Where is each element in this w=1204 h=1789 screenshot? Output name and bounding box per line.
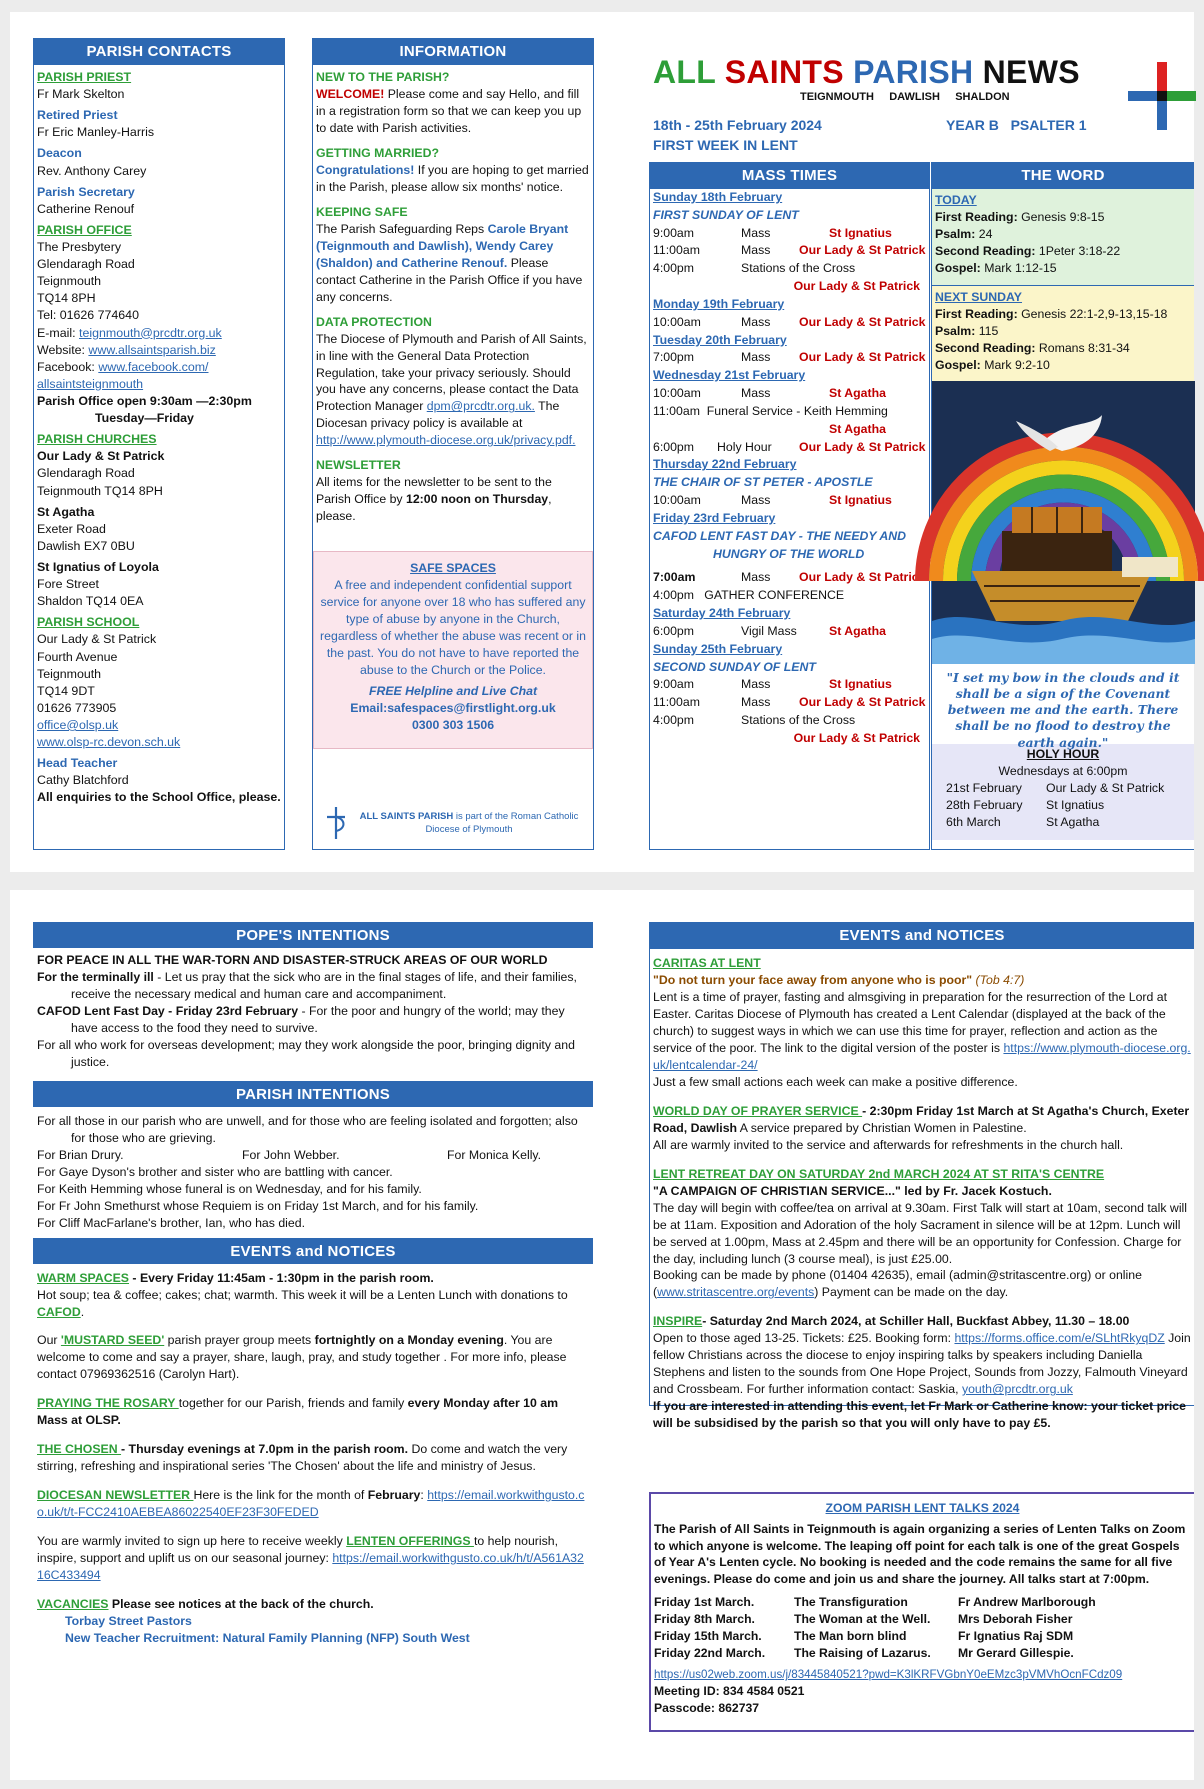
holy-hour-date: 21st February (946, 780, 1022, 795)
word-today-box: TODAY First Reading: Genesis 9:8-15 Psalm: 24 Second Reading: 1Peter 3:18-22 Gospel: Mark 1:12-15 (932, 189, 1194, 285)
safe-spaces-email[interactable]: Email:safespaces@firstlight.org.uk (350, 700, 556, 715)
mass-row: 4:00pm Stations of the Cross (653, 261, 856, 276)
facebook-label: Facebook: (37, 359, 99, 374)
holy-hour-title: HOLY HOUR (1026, 747, 1100, 761)
secretary-name: Catherine Renouf (37, 201, 135, 216)
mass-feast: HUNGRY OF THE WORLD (713, 546, 865, 561)
pope-intention: - For the poor and hungry of the world; may they have access to the food they need to survive. (71, 1003, 565, 1035)
church-line: Exeter Road (37, 521, 106, 536)
information-panel (312, 38, 594, 850)
the-chosen-text: Do come and watch the very stirring, refreshing and inspirational series 'The Chosen' about the life and ministry of Jesus. (37, 1442, 568, 1474)
title-parish: PARISH (853, 54, 974, 90)
email-label: E-mail: (37, 325, 79, 340)
parish-intention: For all those in our parish who are unwell, and for those who are feeling isolated and forgotten; also for those who are grieving. (37, 1113, 578, 1145)
masthead-dates: 18th - 25th February 2024 (653, 117, 822, 133)
mass-feast: SECOND SUNDAY OF LENT (653, 659, 816, 674)
next-second-reading: Romans 8:31-34 (1035, 340, 1130, 355)
school-line: TQ14 9DT (37, 683, 95, 698)
holy-hour-box (932, 744, 1194, 840)
mass-row: 10:00am Mass St Ignatius (653, 493, 892, 508)
website-link[interactable]: www.allsaintsparish.biz (88, 342, 216, 357)
mass-day: Sunday 25th February (653, 641, 783, 656)
the-word-header: THE WORD (932, 163, 1194, 189)
parish-contacts-header: PARISH CONTACTS (34, 39, 284, 65)
masthead-week: FIRST WEEK IN LENT (653, 137, 798, 153)
holy-hour-subtitle: Wednesdays at 6:00pm (998, 763, 1128, 778)
mass-feast: THE CHAIR OF ST PETER - APOSTLE (653, 475, 873, 490)
lent-retreat-text: The day will begin with coffee/tea on arrival at 9.30am. First Talk will start at 10am, second talk will be at 11am. Exposition and Adoration of the holy Sacrament in silence will be at 12pm. Lunch will be served at 1.00pm, Mass at 2.45pm and there will be an opportunity for Confession. Charge for the day, including lunch (3 course meal), is just £25.00. (653, 1200, 1188, 1266)
parish-intention: For Fr John Smethurst whose Requiem is on Friday 1st March, and for his family. (37, 1198, 479, 1213)
mass-day: Tuesday 20th February (653, 332, 787, 347)
church-name: St Agatha (37, 504, 95, 519)
events-left-header: EVENTS and NOTICES (33, 1238, 593, 1264)
popes-intentions-body: FOR PEACE IN ALL THE WAR-TORN AND DISASTER-STRUCK AREAS OF OUR WORLD For the terminally ill - Let us pray that the sick who are in the final stages of life, and their families, receive the necessary medical and human care and accompaniment. CAFOD Lent Fast Day - Friday 23rd February - For the poor and hungry of the world; may they have access to the food they need to survive. For all who work for overseas development; may they work alongside the poor, bringing dignity and justice. (33, 948, 593, 1075)
data-title: DATA PROTECTION (316, 314, 432, 329)
scripture-quote: "I set my bow in the clouds and it shall be a sign of the Covenant between me and the earth. There shall be no flood to destroy the earth again." (946, 670, 1180, 750)
pope-intention: - Let us pray that the sick who are in the final stages of life, and their families, receive the necessary medical and human care and accompaniment. (71, 969, 577, 1001)
zoom-speaker: Fr Ignatius Raj SDM (958, 1628, 1074, 1643)
lent-calendar-link[interactable]: https://www.plymouth-diocese.org.uk/lentcalendar-24/ (653, 1040, 1191, 1072)
inspire-subsidy: If you are interested in attending this event, let Fr Mark or Catherine know: your ticket price will be subsidised by the parish so that you will only have to pay £5. (653, 1399, 1186, 1431)
mass-day: Wednesday 21st February (653, 368, 806, 383)
mass-day: Friday 23rd February (653, 510, 776, 525)
deacon-name: Rev. Anthony Carey (37, 163, 147, 178)
zoom-speaker: Mr Gerard Gillespie. (958, 1645, 1074, 1660)
word-next-label: NEXT SUNDAY (935, 290, 1023, 304)
st-ritas-link[interactable]: www.stritascentre.org/events (657, 1285, 815, 1300)
married-title: GETTING MARRIED? (316, 145, 439, 160)
word-today-label: TODAY (935, 193, 977, 207)
warm-spaces-title: WARM SPACES (37, 1270, 130, 1285)
office-line: TQ14 8PH (37, 291, 96, 306)
mustard-seed-title: 'MUSTARD SEED' (60, 1333, 165, 1348)
holy-hour-church: St Ignatius (1046, 797, 1105, 812)
footer-text: is part of the Roman Catholic Diocese of Plymouth (425, 810, 579, 835)
diocese-logo-icon (319, 803, 353, 843)
school-line: Our Lady & St Patrick (37, 632, 157, 647)
next-psalm: 115 (975, 323, 999, 338)
mass-row: 11:00am Mass Our Lady & St Patrick (653, 695, 926, 710)
mass-row: 6:00pm Vigil Mass St Agatha (653, 623, 886, 638)
mass-row: 9:00am Mass St Ignatius (653, 677, 892, 692)
office-line: Teignmouth (37, 274, 102, 289)
events-right-panel (649, 922, 1194, 1431)
masthead-towns: TEIGNMOUTH DAWLISH SHALDON (800, 91, 1010, 103)
next-gospel: Mark 9:2-10 (980, 357, 1050, 372)
lent-retreat-title: LENT RETREAT DAY ON SATURDAY 2nd MARCH 2024 AT ST RITA'S CENTRE (653, 1166, 1105, 1181)
retired-label: Retired Priest (37, 108, 118, 123)
world-day-prayer-text: All are warmly invited to the service and afterwards for refreshments in the church hall. (653, 1137, 1124, 1152)
safe-text: The Parish Safeguarding Reps (316, 221, 488, 236)
head-name: Cathy Blatchford (37, 773, 129, 788)
school-phone: 01626 773905 (37, 700, 117, 715)
mass-conference: 4:00pm GATHER CONFERENCE (653, 588, 845, 603)
school-email-link[interactable]: office@olsp.uk (37, 717, 119, 732)
mass-day: Thursday 22nd February (653, 457, 797, 472)
mass-row: 7:00pm Mass Our Lady & St Patrick (653, 350, 926, 365)
church-name: St Ignatius of Loyola (37, 559, 159, 574)
church-name: Our Lady & St Patrick (37, 449, 165, 464)
zoom-link[interactable]: https://us02web.zoom.us/j/83445840521?pwd=K3lKRFVGbnY0eEMzc3pVMVhOcnFCdz09 (654, 1668, 1123, 1682)
rosary-time: every Monday after 10 am Mass at OLSP. (37, 1396, 559, 1428)
mass-row: 10:00am Mass Our Lady & St Patrick (653, 314, 926, 329)
zoom-speaker: Fr Andrew Marlborough (958, 1595, 1096, 1610)
office-label: PARISH OFFICE (37, 222, 132, 237)
newsletter-page-2 (10, 890, 1194, 1780)
mass-feast: CAFOD LENT FAST DAY - THE NEEDY AND (653, 528, 907, 543)
zoom-date: Friday 15th March. (654, 1628, 762, 1643)
lenten-offerings-title: LENTEN OFFERINGS (346, 1534, 474, 1549)
events-right-body: CARITAS AT LENT "Do not turn your face away from anyone who is poor" (Tob 4:7) Lent is a time of prayer, fasting and almsgiving in preparation for the resurrection of the Lord at Easter. Caritas Diocese of Plymouth has created a Lent Calendar (displayed at the back of the church) to suggest ways in which we can use this time for prayer, reflection and action as the service of the poor. The link to the digital version of the poster is https://www.plymouth-diocese.org.uk/lentcalendar-24/ Just a few small actions each week can make a positive difference. WORLD DAY OF PRAYER SERVICE - 2:30pm Friday 1st March at St Agatha's Church, Exeter Road, Dawlish A service prepared by Christian Women in Palestine. All are warmly invited to the service and afterwards for refreshments in the church hall. LENT RETREAT DAY ON SATURDAY 2nd MARCH 2024 AT ST RITA'S CENTRE "A CAMPAIGN OF CHRISTIAN SERVICE..." led by Fr. Jacek Kostuch. The day will begin with coffee/tea on arrival at 9.30am. First Talk will start at 10am, second talk will be at 11am. Exposition and Adoration of the holy Sacrament in silence will be at 12pm. Lunch will be served at 1.00pm, Mass at 2.45pm and there will be an opportunity for Confession. Charge for the day, including lunch (3 course meal), is just £25.00. Booking can be made by phone (01404 42635), email (admin@stritascentre.org) or online (www.stritascentre.org/events) Payment can be made on the day. INSPIRE- Saturday 2nd March 2024, at Schiller Hall, Buckfast Abbey, 11.30 – 18.00 Open to those aged 13-25. Tickets: £25. Booking form: https://forms.office.com/e/SLhtRkyqDZ Join fellow Christians across the diocese to enjoy inspiring talks by speakers including Daniella Stephens and listen to the sounds from One Hope Project, Sounds from Jozzy, Falmouth Vineyard and Crossbeam. For further information contact: Saskia, youth@prcdtr.org.uk If you are interested in attending this event, let Fr Mark or Catherine know: your ticket price will be subsidised by the parish so that you will only have to pay £5. (653, 956, 1191, 1431)
diocese-footer (319, 803, 589, 843)
inspire-booking-link[interactable]: https://forms.office.com/e/SLhtRkyqDZ (954, 1331, 1165, 1346)
title-saints: SAINTS (724, 54, 844, 90)
school-line: Teignmouth (37, 666, 102, 681)
title-news: NEWS (982, 54, 1080, 90)
inspire-title: INSPIRE (653, 1314, 703, 1329)
zoom-passcode: Passcode: 862737 (654, 1701, 760, 1716)
dpm-email-link[interactable]: dpm@prcdtr.org.uk. (426, 399, 535, 414)
zoom-date: Friday 8th March. (654, 1611, 755, 1626)
vacancy-item: New Teacher Recruitment: Natural Family Planning (NFP) South West (65, 1631, 470, 1646)
newsletter-deadline: 12:00 noon on Thursday (406, 492, 549, 507)
caritas-text-2: Just a few small actions each week can make a positive difference. (653, 1074, 1018, 1089)
zoom-topic: The Woman at the Well. (794, 1611, 931, 1626)
parish-intention: For John Webber. (242, 1147, 340, 1162)
mass-row: 7:00am Mass Our Lady & St Patrick (653, 570, 926, 585)
world-day-prayer-title: WORLD DAY OF PRAYER SERVICE (653, 1103, 863, 1118)
diocesan-newsletter-link[interactable]: https://email.workwithgusto.co.uk/t/t-FCC2410AEBEA86022540EF23F30FEDED (37, 1488, 585, 1520)
holy-hour-church: St Agatha (1046, 814, 1100, 829)
parish-intentions-body (33, 1107, 593, 1238)
mass-row: 11:00am Mass Our Lady & St Patrick (653, 243, 926, 258)
holy-hour-date: 6th March (946, 814, 1001, 829)
mustard-seed-text: . You are welcome to come and say a prayer, share, laugh, pray, and study together . For more info, please contact 07969362516 (Carolyn Hart). (37, 1333, 567, 1382)
word-next-box: NEXT SUNDAY First Reading: Genesis 22:1-2,9-13,15-18 Psalm: 115 Second Reading: Romans 8:31-34 Gospel: Mark 9:2-10 (932, 285, 1194, 381)
zoom-title: ZOOM PARISH LENT TALKS 2024 (825, 1501, 1020, 1515)
safe-spaces-helpline: FREE Helpline and Live Chat (368, 683, 538, 698)
zoom-date: Friday 1st March. (654, 1595, 755, 1610)
vacancy-item: Torbay Street Pastors (65, 1614, 192, 1629)
zoom-meeting-id: Meeting ID: 834 4584 0521 (654, 1684, 805, 1699)
priest-name: Fr Mark Skelton (37, 87, 125, 102)
left-column (33, 922, 593, 1718)
today-second-reading: 1Peter 3:18-22 (1035, 243, 1121, 258)
church-line: Dawlish EX7 0BU (37, 538, 135, 553)
office-open: Parish Office open 9:30am —2:30pm (37, 393, 252, 408)
footer-strong: ALL SAINTS PARISH (359, 810, 454, 822)
parish-intention: For Keith Hemming whose funeral is on Wednesday, and for his family. (37, 1181, 422, 1196)
church-line: Shaldon TQ14 0EA (37, 594, 144, 609)
priest-label: PARISH PRIEST (37, 70, 132, 84)
safe-spaces-text: A free and independent confidential support service for anyone over 18 who has suffered any type of abuse by anyone in the Church, regardless of whether the abuse was recent or in the past. You do not have to have reported the abuse to the Church or the Police. (320, 577, 586, 677)
youth-email-link[interactable]: youth@prcdtr.org.uk (961, 1382, 1073, 1397)
the-word-panel (931, 162, 1194, 850)
church-line: Fore Street (37, 577, 99, 592)
retired-name: Fr Eric Manley-Harris (37, 125, 155, 140)
pope-intention: FOR PEACE IN ALL THE WAR-TORN AND DISASTER-STRUCK AREAS OF OUR WORLD (37, 953, 548, 967)
married-congrats: Congratulations! (316, 162, 415, 177)
zoom-date: Friday 22nd March. (654, 1645, 766, 1660)
married-text: If you are hoping to get married in the Parish, please allow six months' notice. (316, 162, 589, 194)
parish-intention: For Brian Drury. (37, 1147, 124, 1162)
mass-row: 6:00pm Holy Hour Our Lady & St Patrick (653, 439, 926, 454)
mass-church: Our Lady & St Patrick (793, 279, 920, 294)
newsletter-text-2: , please. (316, 492, 552, 524)
safe-spaces-title: SAFE SPACES (410, 561, 496, 575)
lent-retreat-subtitle: "A CAMPAIGN OF CHRISTIAN SERVICE..." led by Fr. Jacek Kostuch. (653, 1183, 1052, 1198)
next-first-reading: Genesis 22:1-2,9-13,15-18 (1017, 306, 1168, 321)
caritas-text: Lent is a time of prayer, fasting and almsgiving in preparation for the resurrection of the Lord at Easter. Caritas Diocese of Plymouth has created a Lent Calendar (displayed at the back of the church) to suggest ways in which we can use this time for prayer, reflection and action as the service of the poor. The link to the digital version of the poster is (653, 989, 1168, 1055)
welcome-word: WELCOME! (316, 86, 385, 101)
office-phone: Tel: 01626 774640 (37, 308, 139, 323)
church-line: Glendaragh Road (37, 466, 135, 481)
noah-ark-stained-glass-image (932, 381, 1195, 664)
mass-day: Saturday 24th February (653, 606, 791, 621)
title-all: ALL (653, 54, 716, 90)
churches-label: PARISH CHURCHES (37, 432, 157, 447)
parish-contacts-panel (33, 38, 285, 850)
events-right-header: EVENTS and NOTICES (650, 923, 1194, 949)
the-chosen-title: THE CHOSEN (37, 1442, 122, 1457)
mass-times-header: MASS TIMES (650, 163, 929, 189)
office-line: The Presbytery (37, 239, 122, 254)
secretary-label: Parish Secretary (37, 184, 135, 199)
school-line: Fourth Avenue (37, 649, 118, 664)
safe-spaces-box (313, 551, 593, 749)
lenten-offerings-link[interactable]: https://email.workwithgusto.co.uk/h/t/A561A3216C433494 (37, 1551, 584, 1583)
mass-funeral: 11:00am Funeral Service - Keith Hemming (653, 403, 888, 418)
parish-intentions-header: PARISH INTENTIONS (33, 1081, 593, 1107)
cafod-link[interactable]: CAFOD (37, 1304, 81, 1319)
office-line: Glendaragh Road (37, 257, 135, 272)
school-enquiries: All enquiries to the School Office, please. (37, 790, 281, 805)
parish-intention: For Monica Kelly. (447, 1147, 542, 1162)
warm-spaces-text: Hot soup; tea & coffee; cakes; chat; warmth. This week it will be a Lenten Lunch with donations to (37, 1287, 568, 1302)
mass-row: 10:00am Mass St Agatha (653, 386, 886, 401)
newsletter-page-1 (10, 12, 1194, 872)
mass-times-panel (649, 162, 930, 850)
safe-title: KEEPING SAFE (316, 204, 408, 219)
zoom-speaker: Mrs Deborah Fisher (958, 1611, 1073, 1626)
today-gospel: Mark 1:12-15 (980, 260, 1057, 275)
office-days: Tuesday—Friday (95, 411, 194, 426)
today-psalm: 24 (975, 226, 993, 241)
zoom-topic: The Transfiguration (794, 1595, 908, 1610)
deacon-label: Deacon (37, 146, 82, 161)
facebook-link[interactable]: www.facebook.com/ (98, 359, 209, 374)
new-title: NEW TO THE PARISH? (316, 70, 450, 84)
information-header: INFORMATION (313, 39, 593, 65)
safe-text-2: Please contact Catherine in the Parish Office if you have any concerns. (316, 255, 583, 304)
email-link[interactable]: teignmouth@prcdtr.org.uk (79, 325, 222, 340)
caritas-quote: "Do not turn your face away from anyone who is poor" (653, 972, 973, 987)
events-left-body: WARM SPACES - Every Friday 11:45am - 1:30pm in the parish room. Hot soup; tea & coffee; cakes; chat; warmth. This week it will be a Lenten Lunch with donations to CAFOD. Our 'MUSTARD SEED' parish prayer group meets fortnightly on a Monday evening. You are welcome to come and say a prayer, share, laugh, pray, and study together . For more info, please contact 07969362516 (Carolyn Hart). PRAYING THE ROSARY together for our Parish, friends and family every Monday after 10 am Mass at OLSP. THE CHOSEN - Thursday evenings at 7.0pm in the parish room. Do come and watch the very stirring, refreshing and inspirational series 'The Chosen' about the life and ministry of Jesus. DIOCESAN NEWSLETTER Here is the link for the month of February: https://email.workwithgusto.co.uk/t/t-FCC2410AEBEA86022540EF23F30FEDED You are warmly invited to sign up here to receive weekly LENTEN OFFERINGS to help nourish, inspire, support and uplift us on our seasonal journey: https://email.workwithgusto.co.uk/h/t/A561A3216C433494 VACANCIES Please see notices at the back of the church. Torbay Street Pastors New Teacher Recruitment: Natural Family Planning (NFP) South West (33, 1264, 593, 1653)
safe-reps: Carole Bryant (Teignmouth and Dawlish), Wendy Carey (Shaldon) and Catherine Renouf. (316, 221, 569, 270)
newsletter-title: NEWSLETTER (316, 458, 401, 473)
pope-intention: For all who work for overseas development; may they work alongside the poor, bringing dignity and justice. (37, 1037, 575, 1069)
mass-day: Monday 19th February (653, 296, 785, 311)
zoom-topic: The Man born blind (794, 1628, 907, 1643)
mass-row: 4:00pm Stations of the Cross (653, 713, 856, 728)
newsletter-title (653, 50, 1080, 94)
church-line: Teignmouth TQ14 8PH (37, 483, 163, 498)
holy-hour-date: 28th February (946, 797, 1023, 812)
website-label: Website: (37, 342, 89, 357)
mass-church: Our Lady & St Patrick (793, 730, 920, 745)
mass-feast: FIRST SUNDAY OF LENT (653, 207, 799, 222)
popes-intentions-header: POPE'S INTENTIONS (33, 922, 593, 948)
caritas-title: CARITAS AT LENT (653, 956, 761, 970)
zoom-topic: The Raising of Lazarus. (794, 1645, 931, 1660)
data-text: The Diocese of Plymouth and Parish of All Saints, in line with the General Data Protection Regulation, take your privacy seriously. Should you have any concerns, please contact the Data Protection Manager (316, 331, 587, 414)
privacy-link[interactable]: http://www.plymouth-diocese.org.uk/privacy.pdf. (316, 433, 576, 448)
masthead-year: YEAR B PSALTER 1 (946, 117, 1087, 133)
parish-intention: For Cliff MacFarlane's brother, Ian, who has died. (37, 1215, 305, 1230)
vacancies-title: VACANCIES (37, 1597, 109, 1612)
facebook-link-2[interactable]: allsaintsteignmouth (37, 376, 144, 391)
cross-logo-icon (1126, 60, 1198, 132)
newsletter-text: All items for the newsletter to be sent to the Parish Office by (316, 475, 552, 507)
holy-hour-church: Our Lady & St Patrick (1046, 780, 1165, 795)
school-web-link[interactable]: www.olsp-rc.devon.sch.uk (37, 735, 181, 750)
safe-spaces-phone: 0300 303 1506 (411, 717, 495, 732)
mass-day: Sunday 18th February (653, 190, 783, 204)
zoom-talks-panel (649, 1492, 1194, 1732)
school-label: PARISH SCHOOL (37, 615, 140, 630)
diocesan-newsletter-title: DIOCESAN NEWSLETTER (37, 1488, 194, 1503)
today-first-reading: Genesis 9:8-15 (1017, 209, 1105, 224)
mass-row: 9:00am Mass St Ignatius (653, 225, 892, 240)
head-label: Head Teacher (37, 756, 118, 771)
parish-intention: For Gaye Dyson's brother and sister who are battling with cancer. (37, 1164, 393, 1179)
rosary-title: PRAYING THE ROSARY (37, 1396, 179, 1411)
data-text-2: The Diocesan privacy policy is available at (316, 399, 560, 431)
new-text: Please come and say Hello, and fill in a registration form so that we can keep you up to date with Parish activities. (316, 86, 582, 135)
zoom-intro: The Parish of All Saints in Teignmouth is again organizing a series of Lenten Talks on Zoom to which anyone is welcome. The leaping off point for each talk is one of the great Gospels of Year A's Lenten cycle. No booking is needed and the code remains the same for all five evenings. Please do come and join us and share the journey. All talks start at 7:00pm. (654, 1521, 1186, 1587)
mass-church: St Agatha (829, 421, 886, 436)
